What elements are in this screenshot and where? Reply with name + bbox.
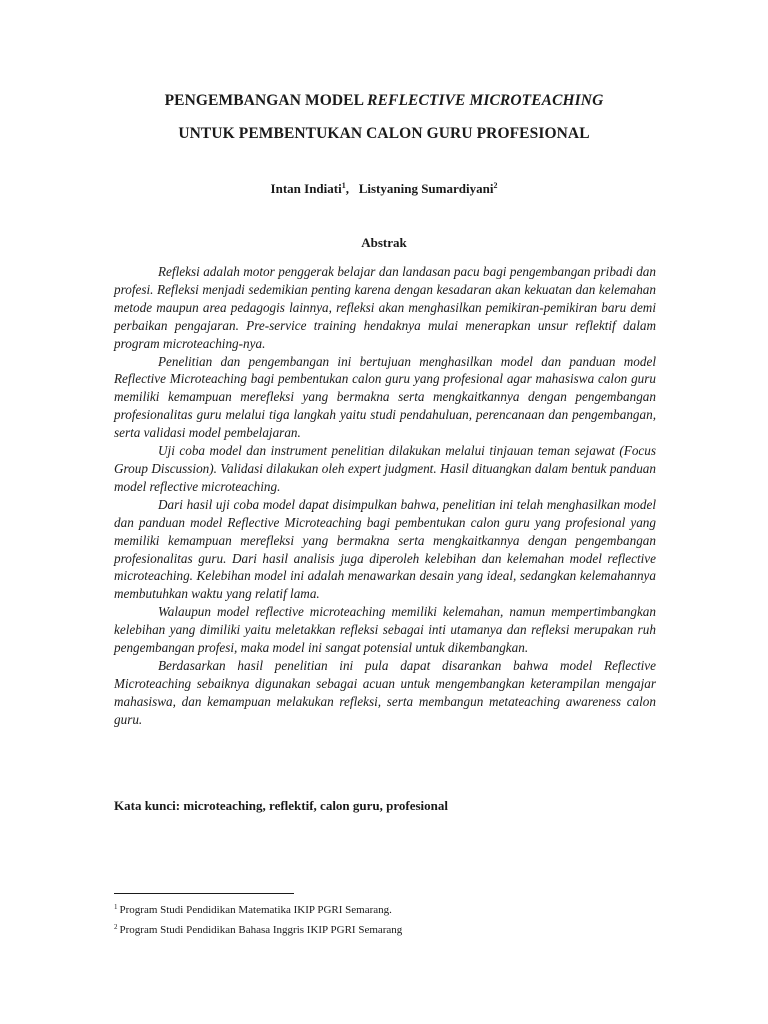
footnotes <box>114 899 656 939</box>
footnote-mark: 1 <box>114 903 118 911</box>
footnote <box>114 899 656 919</box>
author-affiliation-mark: 2 <box>493 181 498 190</box>
footnote-text: Program Studi Pendidikan Matematika IKIP PGRI Semarang. <box>119 904 392 916</box>
abstract-body <box>114 263 656 729</box>
title-prefix: PENGEMBANGAN MODEL <box>164 92 368 109</box>
author-line <box>0 181 768 197</box>
footnote-mark: 2 <box>114 923 118 931</box>
footnote <box>114 919 656 939</box>
title-italic: REFLECTIVE MICROTEACHING <box>367 92 604 109</box>
author-separator: , <box>345 181 359 196</box>
abstract-paragraph: Refleksi adalah motor penggerak belajar dan landasan pacu bagi pengembangan pribadi dan profesi. Refleksi menjadi sedemikian penting karena dengan kesadaran akan kekuatan dan kelemahan metode maupun area pedagogis lainnya, refleksi akan menghasilkan pemikiran-pemikiran baru demi perbaikan pengajaran. Pre-service training hendaknya mulai menerapkan unsur reflektif dalam program microteaching-nya. <box>114 264 656 351</box>
footnote-separator <box>114 893 294 894</box>
abstract-paragraph: Penelitian dan pengembangan ini bertujuan menghasilkan model dan panduan model Reflective Microteaching bagi pembentukan calon guru yang profesional agar mahasiswa calon guru memiliki kemampuan merefleksi yang bermakna serta mengkaitkannya dengan pengembangan profesionalitas guru melalui tiga langkah yaitu studi pendahuluan, perencanaan dan pengembangan, serta validasi model pembelajaran. <box>114 353 656 441</box>
author-affiliation-mark: 1 <box>341 181 346 190</box>
abstract-heading: Abstrak <box>361 235 407 250</box>
abstract-paragraph: Berdasarkan hasil penelitian ini pula dapat disarankan bahwa model Reflective Microteaching sebaiknya digunakan sebagai acuan untuk mengembangkan keterampilan mengajar mahasiswa, dan kemampuan melakukan refleksi, serta membangun metateaching awareness calon guru. <box>114 657 656 727</box>
footnote-text: Program Studi Pendidikan Bahasa Inggris IKIP PGRI Semarang <box>119 924 403 936</box>
abstract-paragraph: Uji coba model dan instrument penelitian dilakukan melalui tinjauan teman sejawat (Focus Group Discussion). Validasi dilakukan oleh expert judgment. Hasil dituangkan dalam bentuk panduan model reflective microteaching. <box>114 443 656 494</box>
paper-title-line-2: UNTUK PEMBENTUKAN CALON GURU PROFESIONAL <box>178 125 590 142</box>
author-name: Intan Indiati <box>270 181 342 196</box>
keywords-line: Kata kunci: microteaching, reflektif, calon guru, profesional <box>114 798 449 813</box>
paper-title-line-1 <box>0 92 768 110</box>
abstract-paragraph: Walaupun model reflective microteaching memiliki kelemahan, namun mempertimbangkan kelebihan yang dimiliki yaitu meletakkan refleksi sebagai inti utamanya dan refleksi merupakan ruh pengembangan profesi, maka model ini sangat potensial untuk dikembangkan. <box>114 604 656 656</box>
abstract-paragraph: Dari hasil uji coba model dapat disimpulkan bahwa, penelitian ini telah menghasilkan model dan panduan model Reflective Microteaching bagi pembentukan calon guru yang profesional yang memiliki kemampuan merefleksi yang bermakna serta mengkaitkannya dengan pengembangan profesionalitas guru. Dari hasil analisis juga diperoleh kelebihan dan kelemahan model reflective microteaching. Kelebihan model ini adalah menawarkan desain yang ideal, sedangkan kelemahannya membutuhkan waktu yang relatif lama. <box>114 496 656 602</box>
author-name: Listyaning Sumardiyani <box>358 181 494 196</box>
